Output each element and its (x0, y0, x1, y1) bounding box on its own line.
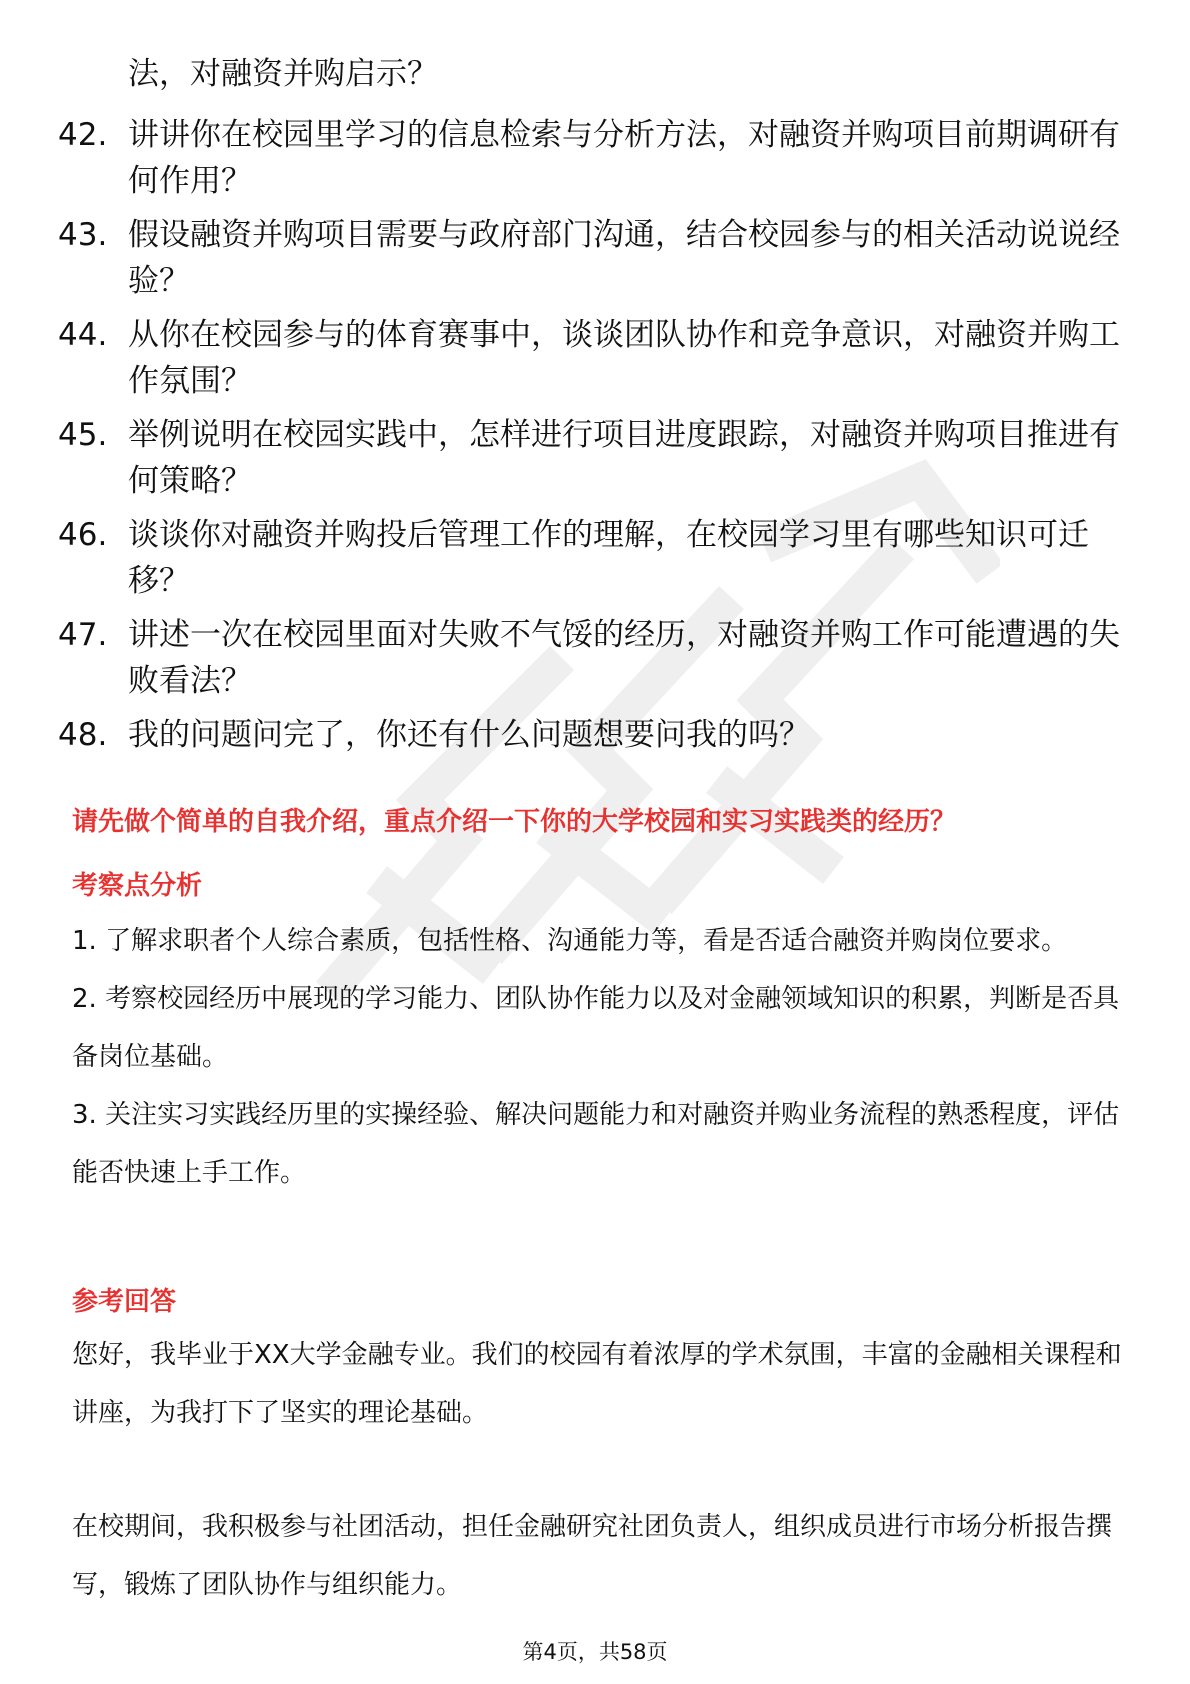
question-number: 45. (58, 417, 108, 453)
analysis-heading: 考察点分析 (72, 871, 203, 901)
question-text: 假设融资并购项目需要与政府部门沟通，结合校园参与的相关活动说说经验？ (128, 217, 1120, 299)
question-text: 从你在校园参与的体育赛事中，谈谈团队协作和竞争意识，对融资并购工作氛围？ (128, 317, 1120, 399)
question-item-43 (58, 212, 1138, 304)
question-number: 44. (58, 317, 108, 353)
question-number: 47. (58, 617, 108, 653)
question-item-44 (58, 312, 1138, 404)
question-item-46 (58, 512, 1138, 604)
question-list (58, 112, 1138, 766)
featured-question: 请先做个简单的自我介绍，重点介绍一下你的大学校园和实习实践类的经历？ (72, 807, 957, 837)
question-text: 讲讲你在校园里学习的信息检索与分析方法，对融资并购项目前期调研有何作用？ (128, 117, 1120, 199)
question-text: 谈谈你对融资并购投后管理工作的理解，在校园学习里有哪些知识可迁移？ (128, 517, 1089, 599)
question-text: 讲述一次在校园里面对失败不气馁的经历，对融资并购工作可能遭遇的失败看法？ (128, 617, 1120, 699)
question-item-42 (58, 112, 1138, 204)
analysis-section (72, 866, 1132, 1202)
page-footer: 第4页，共58页 (522, 1640, 668, 1664)
question-text: 举例说明在校园实践中，怎样进行项目进度跟踪，对融资并购项目推进有何策略？ (128, 417, 1120, 499)
question-number: 46. (58, 517, 108, 553)
question-number: 43. (58, 217, 108, 253)
question-text: 我的问题问完了，你还有什么问题想要问我的吗？ (128, 717, 810, 753)
question-number: 48. (58, 717, 108, 753)
question-number: 42. (58, 117, 108, 153)
answer-paragraph-1: 您好，我毕业于XX大学金融专业。我们的校园有着浓厚的学术氛围，丰富的金融相关课程和讲座，为我打下了坚实的理论基础。 (72, 1340, 1122, 1428)
answer-section (72, 1282, 1132, 1614)
question-item-48 (58, 712, 1138, 758)
answer-paragraph-2: 在校期间，我积极参与社团活动，担任金融研究社团负责人，组织成员进行市场分析报告撰写，锻炼了团队协作与组织能力。 (72, 1512, 1113, 1600)
analysis-point-1: 1. 了解求职者个人综合素质，包括性格、沟通能力等，看是否适合融资并购岗位要求。 (72, 926, 1068, 956)
question-item-45 (58, 412, 1138, 504)
analysis-point-3: 3. 关注实习实践经历里的实操经验、解决问题能力和对融资并购业务流程的熟悉程度，评估能否快速上手工作。 (72, 1100, 1120, 1188)
answer-heading: 参考回答 (72, 1287, 177, 1317)
question-continuation: 法，对融资并购启示？ (128, 56, 438, 92)
question-item-47 (58, 612, 1138, 704)
analysis-point-2: 2. 考察校园经历中展现的学习能力、团队协作能力以及对金融领域知识的积累，判断是否具备岗位基础。 (72, 984, 1120, 1072)
featured-question-section (72, 802, 1132, 842)
